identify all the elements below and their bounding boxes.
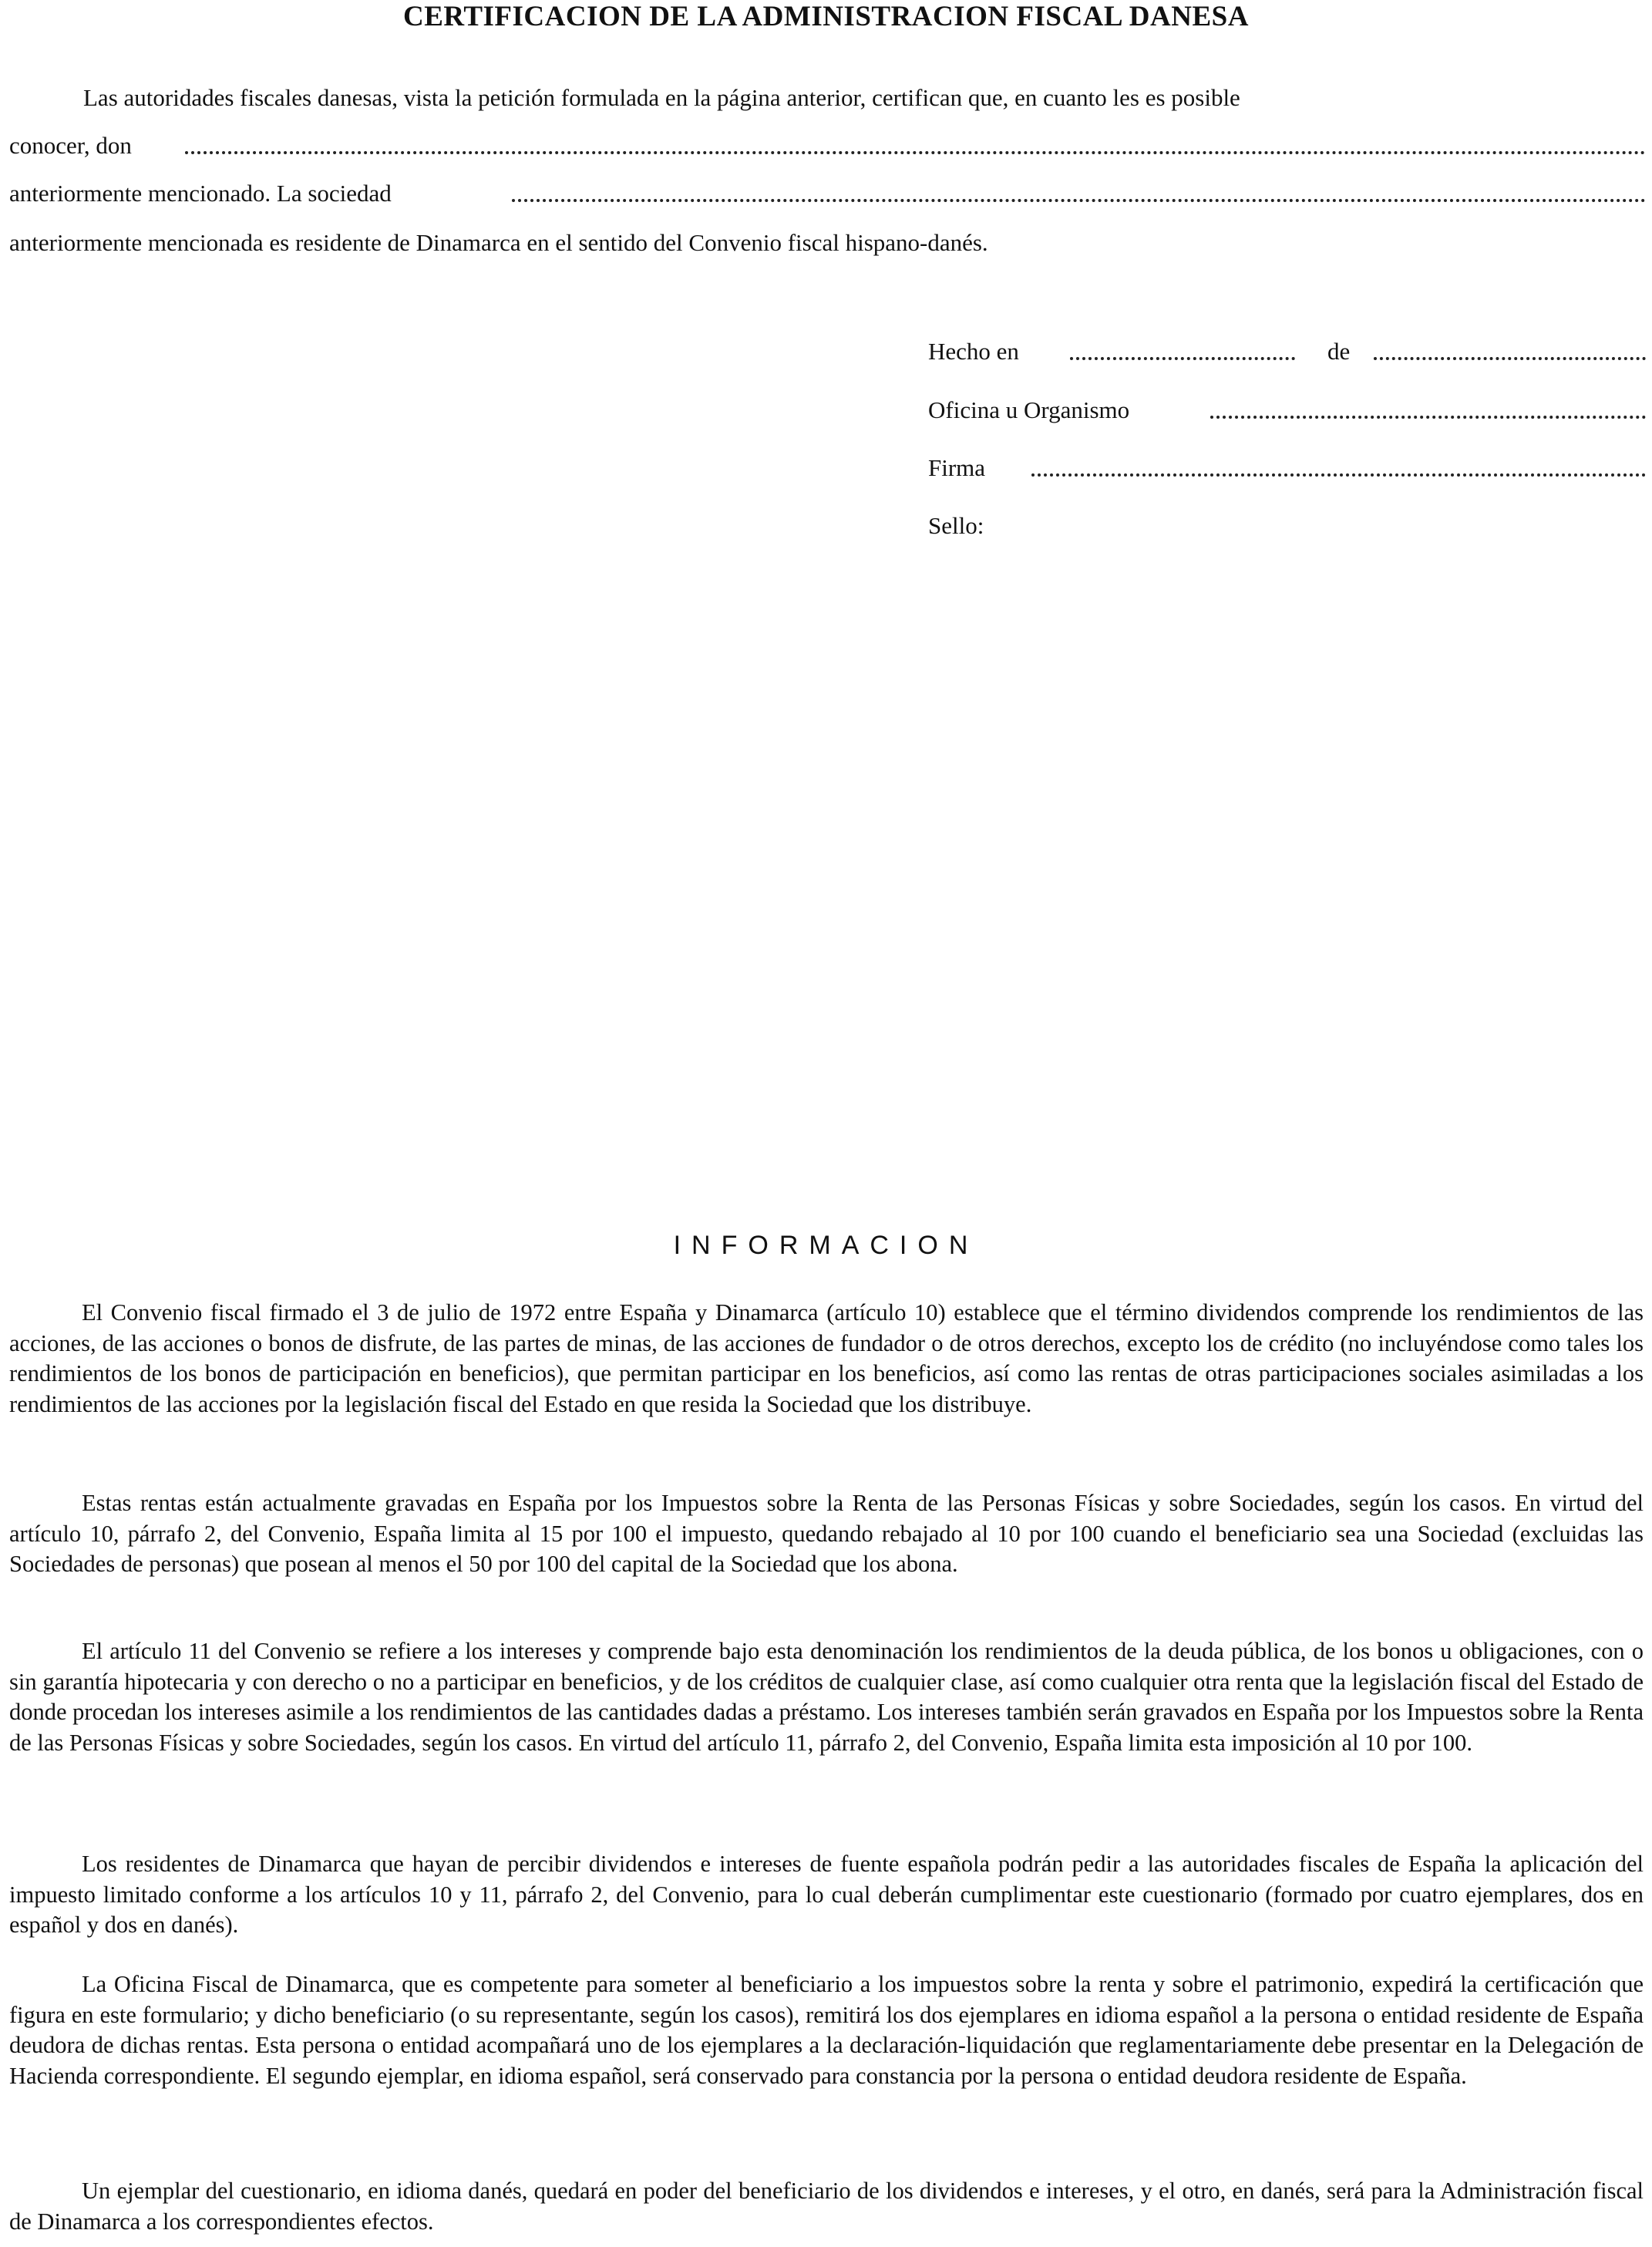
sello-label: Sello:: [928, 512, 984, 539]
oficina-label: Oficina u Organismo: [928, 396, 1130, 423]
signature-fill-line[interactable]: [1031, 473, 1646, 477]
certification-label-conocer-don: conocer, don: [9, 132, 132, 159]
information-paragraph-2: Estas rentas están actualmente gravadas en España por los Impuestos sobre la Renta de las Personas Físicas y sobre Sociedades, según los casos. En virtud del artículo 10, párrafo 2, del Convenio, España limita al 15 por 100 el impuesto, quedando rebajado al 10 por 100 cuando el beneficiario sea una Sociedad (excluidas las Sociedades de personas) que posean al menos el 50 por 100 del capital de la Sociedad que los abona.: [9, 1490, 1644, 1577]
certification-line-4: anteriormente mencionada es residente de Dinamarca en el sentido del Convenio fiscal hispano-danés.: [9, 229, 988, 256]
place-fill-line[interactable]: [1070, 357, 1295, 360]
firma-label: Firma: [928, 454, 986, 481]
information-heading: INFORMACION: [673, 1231, 979, 1260]
information-paragraph-1: El Convenio fiscal firmado el 3 de julio de 1972 entre España y Dinamarca (artículo 10) establece que el término dividendos comprende los rendimientos de las acciones, de las acciones o bonos de disfrute, de las partes de minas, de las acciones de fundador o de otros derechos, excepto los de crédito (no incluyéndose como tales los rendimientos de los bonos de participación en beneficios), que permitan participar en los beneficios, así como las rentas de otras participaciones sociales asimiladas a los rendimientos de las acciones por la legislación fiscal del Estado en que resida la Sociedad que los distribuye.: [9, 1299, 1644, 1417]
information-paragraph-6: Un ejemplar del cuestionario, en idioma danés, quedará en poder del beneficiario de los dividendos e intereses, y el otro, en danés, será para la Administración fiscal de Dinamarca a los correspondientes efectos.: [9, 2178, 1644, 2235]
date-fill-line[interactable]: [1374, 357, 1646, 360]
certification-line-1: Las autoridades fiscales danesas, vista la petición formulada en la página anterior, certifican que, en cuanto les es posible: [83, 84, 1240, 111]
hecho-en-label: Hecho en: [928, 338, 1019, 365]
de-label: de: [1327, 338, 1351, 365]
company-fill-line[interactable]: [512, 199, 1646, 202]
certification-label-sociedad: anteriormente mencionado. La sociedad: [9, 180, 392, 207]
information-paragraph-4: Los residentes de Dinamarca que hayan de percibir dividendos e intereses de fuente española podrán pedir a las autoridades fiscales de España la aplicación del impuesto limitado conforme a los artículos 10 y 11, párrafo 2, del Convenio, para lo cual deberán cumplimentar este cuestionario (formado por cuatro ejemplares, dos en español y dos en danés).: [9, 1851, 1644, 1938]
information-paragraph-3: El artículo 11 del Convenio se refiere a los intereses y comprende bajo esta denominación los rendimientos de la deuda pública, de los bonos u obligaciones, con o sin garantía hipotecaria y con derecho o no a participar en beneficios, y de los créditos de cualquier clase, así como cualquier otra renta que la legislación fiscal del Estado de donde procedan los intereses asimile a los rendimientos de las cantidades dadas a préstamo. Los intereses también serán gravados en España por los Impuestos sobre la Renta de las Personas Físicas y sobre Sociedades, según los casos. En virtud del artículo 11, párrafo 2, del Convenio, España limita esta imposición al 10 por 100.: [9, 1638, 1644, 1756]
name-fill-line[interactable]: [185, 151, 1646, 154]
certification-title: CERTIFICACION DE LA ADMINISTRACION FISCAL DANESA: [403, 1, 1249, 32]
information-paragraph-5: La Oficina Fiscal de Dinamarca, que es competente para someter al beneficiario a los impuestos sobre la renta y sobre el patrimonio, expedirá la certificación que figura en este formulario; y dicho beneficiario (o su representante, según los casos), remitirá los dos ejemplares en idioma español a la persona o entidad residente de España deudora de dichas rentas. Esta persona o entidad acompañará uno de los ejemplares a la declaración-liquidación que reglamentariamente debe presentar en la Delegación de Hacienda correspondiente. El segundo ejemplar, en idioma español, será conservado para constancia por la persona o entidad deudora residente de España.: [9, 1971, 1644, 2089]
office-fill-line[interactable]: [1210, 416, 1646, 419]
